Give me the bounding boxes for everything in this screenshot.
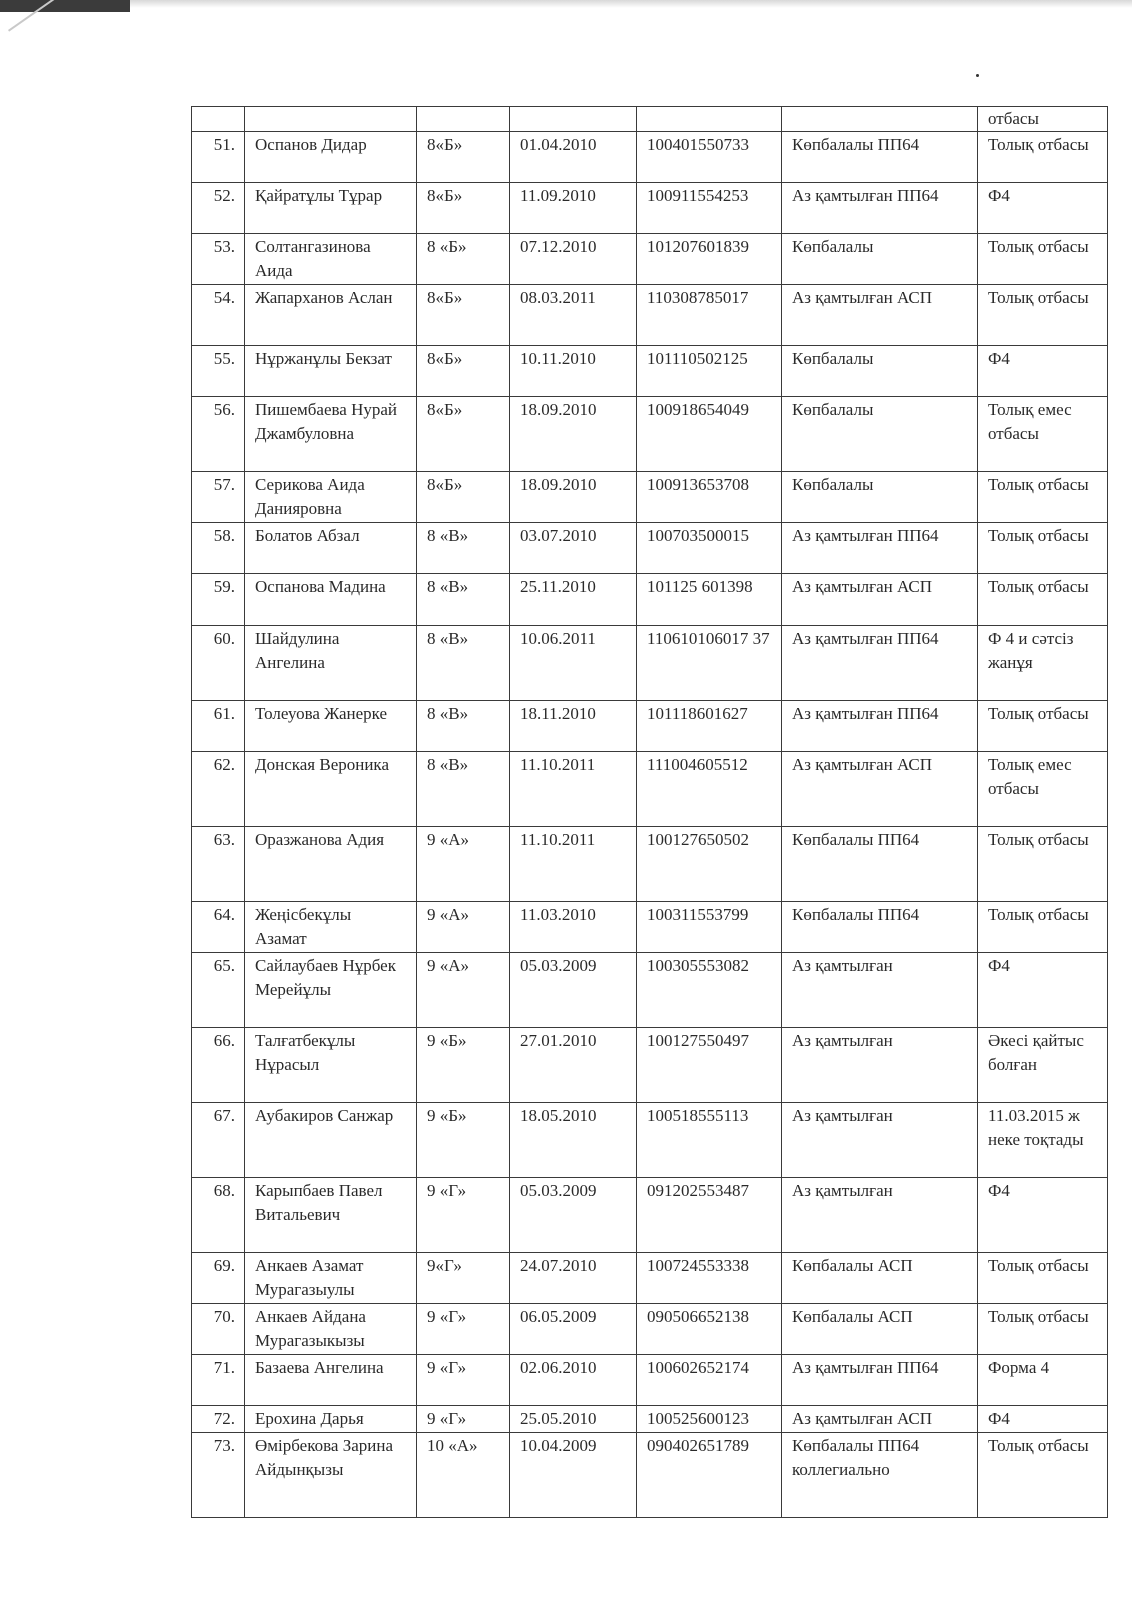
social-category: Аз қамтылған ПП64 bbox=[782, 183, 978, 234]
table-row bbox=[192, 472, 1108, 523]
birth-date: 25.05.2010 bbox=[510, 1406, 637, 1433]
table-row bbox=[192, 523, 1108, 574]
social-category: Көпбалалы bbox=[782, 234, 978, 285]
family-status: Толық отбасы bbox=[978, 701, 1108, 752]
social-category bbox=[782, 107, 978, 132]
social-category: Көпбалалы ПП64 коллегиально bbox=[782, 1433, 978, 1518]
social-category: Көпбалалы ПП64 bbox=[782, 902, 978, 953]
class-cell: 9 «Г» bbox=[417, 1304, 510, 1355]
birth-date: 05.03.2009 bbox=[510, 953, 637, 1028]
row-number: 68. bbox=[192, 1178, 245, 1253]
social-category: Аз қамтылған АСП bbox=[782, 752, 978, 827]
row-number: 52. bbox=[192, 183, 245, 234]
birth-date: 11.10.2011 bbox=[510, 752, 637, 827]
birth-date: 01.04.2010 bbox=[510, 132, 637, 183]
student-name: Толеуова Жанерке bbox=[245, 701, 417, 752]
class-cell: 9 «А» bbox=[417, 953, 510, 1028]
row-number: 57. bbox=[192, 472, 245, 523]
iin-number: 090402651789 bbox=[637, 1433, 782, 1518]
birth-date: 10.04.2009 bbox=[510, 1433, 637, 1518]
social-category: Аз қамтылған ПП64 bbox=[782, 626, 978, 701]
table-row bbox=[192, 574, 1108, 626]
iin-number: 091202553487 bbox=[637, 1178, 782, 1253]
class-cell: 8«Б» bbox=[417, 346, 510, 397]
class-cell: 8«Б» bbox=[417, 132, 510, 183]
family-status: Ф4 bbox=[978, 1178, 1108, 1253]
family-status: Толық отбасы bbox=[978, 472, 1108, 523]
table-row bbox=[192, 1103, 1108, 1178]
social-category: Аз қамтылған ПП64 bbox=[782, 1355, 978, 1406]
student-name: Донская Вероника bbox=[245, 752, 417, 827]
table-row bbox=[192, 1355, 1108, 1406]
iin-number bbox=[637, 107, 782, 132]
family-status: Толық отбасы bbox=[978, 1433, 1108, 1518]
family-status: отбасы bbox=[978, 107, 1108, 132]
family-status: Толық отбасы bbox=[978, 574, 1108, 626]
iin-number: 100724553338 bbox=[637, 1253, 782, 1304]
family-status: Толық отбасы bbox=[978, 902, 1108, 953]
family-status: Толық отбасы bbox=[978, 285, 1108, 346]
iin-number: 100525600123 bbox=[637, 1406, 782, 1433]
row-number: 53. bbox=[192, 234, 245, 285]
student-register-table bbox=[191, 106, 1108, 1518]
birth-date: 11.09.2010 bbox=[510, 183, 637, 234]
class-cell bbox=[417, 107, 510, 132]
iin-number: 110610106017 37 bbox=[637, 626, 782, 701]
iin-number: 100913653708 bbox=[637, 472, 782, 523]
class-cell: 8 «В» bbox=[417, 626, 510, 701]
row-number: 64. bbox=[192, 902, 245, 953]
family-status: Толық отбасы bbox=[978, 523, 1108, 574]
row-number: 54. bbox=[192, 285, 245, 346]
class-cell: 8«Б» bbox=[417, 285, 510, 346]
class-cell: 8«Б» bbox=[417, 183, 510, 234]
class-cell: 8«Б» bbox=[417, 472, 510, 523]
table-row bbox=[192, 107, 1108, 132]
scan-corner-shadow bbox=[0, 0, 130, 12]
row-number: 55. bbox=[192, 346, 245, 397]
social-category: Көпбалалы ПП64 bbox=[782, 827, 978, 902]
iin-number: 100518555113 bbox=[637, 1103, 782, 1178]
table-row bbox=[192, 132, 1108, 183]
iin-number: 100127650502 bbox=[637, 827, 782, 902]
family-status: Толық емес отбасы bbox=[978, 397, 1108, 472]
table-row bbox=[192, 827, 1108, 902]
table-row bbox=[192, 1253, 1108, 1304]
student-name: Қайратұлы Тұрар bbox=[245, 183, 417, 234]
birth-date: 18.09.2010 bbox=[510, 397, 637, 472]
family-status: Әкесі қайтыс болған bbox=[978, 1028, 1108, 1103]
table-row bbox=[192, 1433, 1108, 1518]
student-name: Оразжанова Адия bbox=[245, 827, 417, 902]
birth-date: 10.06.2011 bbox=[510, 626, 637, 701]
social-category: Аз қамтылған АСП bbox=[782, 574, 978, 626]
student-name bbox=[245, 107, 417, 132]
social-category: Аз қамтылған bbox=[782, 953, 978, 1028]
table-row bbox=[192, 626, 1108, 701]
social-category: Аз қамтылған ПП64 bbox=[782, 523, 978, 574]
social-category: Аз қамтылған bbox=[782, 1103, 978, 1178]
row-number: 72. bbox=[192, 1406, 245, 1433]
student-name: Өмірбекова Зарина Айдынқызы bbox=[245, 1433, 417, 1518]
birth-date: 10.11.2010 bbox=[510, 346, 637, 397]
student-name: Оспанова Мадина bbox=[245, 574, 417, 626]
iin-number: 100311553799 bbox=[637, 902, 782, 953]
row-number: 70. bbox=[192, 1304, 245, 1355]
row-number: 69. bbox=[192, 1253, 245, 1304]
social-category: Көпбалалы ПП64 bbox=[782, 132, 978, 183]
table-row bbox=[192, 234, 1108, 285]
student-name: Талғатбекұлы Нұрасыл bbox=[245, 1028, 417, 1103]
scan-speck bbox=[976, 74, 979, 77]
birth-date: 11.03.2010 bbox=[510, 902, 637, 953]
family-status: Ф4 bbox=[978, 183, 1108, 234]
student-name: Жеңісбекұлы Азамат bbox=[245, 902, 417, 953]
social-category: Аз қамтылған bbox=[782, 1028, 978, 1103]
class-cell: 9 «Г» bbox=[417, 1178, 510, 1253]
student-name: Ерохина Дарья bbox=[245, 1406, 417, 1433]
class-cell: 9 «А» bbox=[417, 902, 510, 953]
class-cell: 9 «Б» bbox=[417, 1103, 510, 1178]
iin-number: 100127550497 bbox=[637, 1028, 782, 1103]
student-name: Шайдулина Ангелина bbox=[245, 626, 417, 701]
student-name: Нұржанұлы Бекзат bbox=[245, 346, 417, 397]
iin-number: 111004605512 bbox=[637, 752, 782, 827]
iin-number: 101118601627 bbox=[637, 701, 782, 752]
social-category: Аз қамтылған АСП bbox=[782, 285, 978, 346]
birth-date: 11.10.2011 bbox=[510, 827, 637, 902]
class-cell: 8 «Б» bbox=[417, 234, 510, 285]
row-number: 60. bbox=[192, 626, 245, 701]
family-status: Толық отбасы bbox=[978, 1253, 1108, 1304]
birth-date: 03.07.2010 bbox=[510, 523, 637, 574]
social-category: Көпбалалы АСП bbox=[782, 1253, 978, 1304]
social-category: Көпбалалы АСП bbox=[782, 1304, 978, 1355]
row-number: 67. bbox=[192, 1103, 245, 1178]
birth-date: 27.01.2010 bbox=[510, 1028, 637, 1103]
table-row bbox=[192, 701, 1108, 752]
iin-number: 101125 601398 bbox=[637, 574, 782, 626]
birth-date: 25.11.2010 bbox=[510, 574, 637, 626]
table-row bbox=[192, 1028, 1108, 1103]
iin-number: 101207601839 bbox=[637, 234, 782, 285]
scan-top-edge bbox=[0, 0, 1132, 8]
social-category: Аз қамтылған ПП64 bbox=[782, 701, 978, 752]
register-body bbox=[192, 107, 1108, 1518]
row-number: 71. bbox=[192, 1355, 245, 1406]
birth-date: 05.03.2009 bbox=[510, 1178, 637, 1253]
birth-date: 08.03.2011 bbox=[510, 285, 637, 346]
social-category: Аз қамтылған АСП bbox=[782, 1406, 978, 1433]
student-name: Болатов Абзал bbox=[245, 523, 417, 574]
family-status: Ф4 bbox=[978, 1406, 1108, 1433]
table-row bbox=[192, 752, 1108, 827]
student-name: Анкаев Азамат Мурагазыулы bbox=[245, 1253, 417, 1304]
class-cell: 8 «В» bbox=[417, 523, 510, 574]
class-cell: 8«Б» bbox=[417, 397, 510, 472]
class-cell: 9 «Г» bbox=[417, 1406, 510, 1433]
row-number: 73. bbox=[192, 1433, 245, 1518]
class-cell: 9«Г» bbox=[417, 1253, 510, 1304]
family-status: Ф4 bbox=[978, 953, 1108, 1028]
student-name: Пишембаева Нурай Джамбуловна bbox=[245, 397, 417, 472]
social-category: Көпбалалы bbox=[782, 397, 978, 472]
table-row bbox=[192, 397, 1108, 472]
family-status: Форма 4 bbox=[978, 1355, 1108, 1406]
family-status: Ф4 bbox=[978, 346, 1108, 397]
row-number: 56. bbox=[192, 397, 245, 472]
table-row bbox=[192, 1178, 1108, 1253]
row-number: 65. bbox=[192, 953, 245, 1028]
student-name: Базаева Ангелина bbox=[245, 1355, 417, 1406]
student-name: Солтангазинова Аида bbox=[245, 234, 417, 285]
table-row bbox=[192, 953, 1108, 1028]
student-name: Жапарханов Аслан bbox=[245, 285, 417, 346]
family-status: Толық отбасы bbox=[978, 827, 1108, 902]
row-number: 51. bbox=[192, 132, 245, 183]
student-name: Оспанов Дидар bbox=[245, 132, 417, 183]
iin-number: 100918654049 bbox=[637, 397, 782, 472]
table-row bbox=[192, 285, 1108, 346]
row-number: 62. bbox=[192, 752, 245, 827]
row-number: 58. bbox=[192, 523, 245, 574]
class-cell: 8 «В» bbox=[417, 701, 510, 752]
row-number bbox=[192, 107, 245, 132]
class-cell: 10 «А» bbox=[417, 1433, 510, 1518]
social-category: Көпбалалы bbox=[782, 472, 978, 523]
family-status: Толық отбасы bbox=[978, 1304, 1108, 1355]
table-row bbox=[192, 1304, 1108, 1355]
row-number: 66. bbox=[192, 1028, 245, 1103]
table-row bbox=[192, 346, 1108, 397]
iin-number: 110308785017 bbox=[637, 285, 782, 346]
family-status: Толық емес отбасы bbox=[978, 752, 1108, 827]
birth-date: 18.11.2010 bbox=[510, 701, 637, 752]
student-name: Анкаев Айдана Мурагазыкызы bbox=[245, 1304, 417, 1355]
row-number: 63. bbox=[192, 827, 245, 902]
table-row bbox=[192, 902, 1108, 953]
birth-date: 07.12.2010 bbox=[510, 234, 637, 285]
birth-date: 24.07.2010 bbox=[510, 1253, 637, 1304]
class-cell: 9 «Б» bbox=[417, 1028, 510, 1103]
birth-date bbox=[510, 107, 637, 132]
iin-number: 100911554253 bbox=[637, 183, 782, 234]
iin-number: 100401550733 bbox=[637, 132, 782, 183]
family-status: Ф 4 и сәтсіз жанұя bbox=[978, 626, 1108, 701]
row-number: 59. bbox=[192, 574, 245, 626]
table-row bbox=[192, 183, 1108, 234]
row-number: 61. bbox=[192, 701, 245, 752]
student-name: Сайлаубаев Нұрбек Мерейұлы bbox=[245, 953, 417, 1028]
class-cell: 9 «Г» bbox=[417, 1355, 510, 1406]
iin-number: 100703500015 bbox=[637, 523, 782, 574]
class-cell: 8 «В» bbox=[417, 752, 510, 827]
birth-date: 18.05.2010 bbox=[510, 1103, 637, 1178]
class-cell: 9 «А» bbox=[417, 827, 510, 902]
student-name: Серикова Аида Данияровна bbox=[245, 472, 417, 523]
birth-date: 06.05.2009 bbox=[510, 1304, 637, 1355]
social-category: Аз қамтылған bbox=[782, 1178, 978, 1253]
family-status: Толық отбасы bbox=[978, 132, 1108, 183]
student-name: Аубакиров Санжар bbox=[245, 1103, 417, 1178]
student-name: Карыпбаев Павел Витальевич bbox=[245, 1178, 417, 1253]
table-row bbox=[192, 1406, 1108, 1433]
birth-date: 02.06.2010 bbox=[510, 1355, 637, 1406]
iin-number: 100305553082 bbox=[637, 953, 782, 1028]
class-cell: 8 «В» bbox=[417, 574, 510, 626]
iin-number: 100602652174 bbox=[637, 1355, 782, 1406]
iin-number: 090506652138 bbox=[637, 1304, 782, 1355]
family-status: Толық отбасы bbox=[978, 234, 1108, 285]
iin-number: 101110502125 bbox=[637, 346, 782, 397]
family-status: 11.03.2015 ж неке тоқтады bbox=[978, 1103, 1108, 1178]
birth-date: 18.09.2010 bbox=[510, 472, 637, 523]
social-category: Көпбалалы bbox=[782, 346, 978, 397]
